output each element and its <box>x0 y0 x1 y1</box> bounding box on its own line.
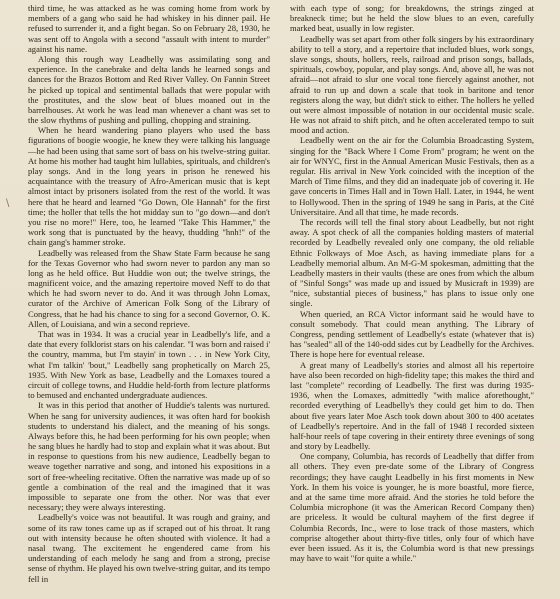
paragraph: A great many of Leadbelly's stories and almost all his repertoire have also been recorded on high-fidelity tape; this makes the third and last "complete" recording of Leadbelly. The first was during 1935-1936, when the Lomaxes, admittedly "with malice aforethought," recorded everything of Leadbelly's they could get him to do. Then about five years later Moe Asch took down about 300 to 400 acetates of Leadbelly's repertoire. And in the fall of 1948 I recorded sixteen half-hour reels of tape covering in their entirety three evenings of song and story by Leadbelly. <box>290 359 534 452</box>
paragraph: Leadbelly went on the air for the Columbia Broadcasting System, singing for the "Back Where I Come From" program; he went on the air for WNYC, first in the Annual American Music Festivals, then as a regular. His arrival in New York coincided with the inception of the March of Time films, and they did an inadequate job of covering it. He gave concerts in Times Hall and in Town Hall. Later, in 1944, he went to Hollywood. Then in the spring of 1949 he sang in Paris, at the Cité Universitaire. And all that time, he made records. <box>290 135 534 217</box>
paragraph: with each type of song; for breakdowns, the strings zinged at breakneck time; but he held the slow blues to an even, carefully marked beat, usually in low register. <box>290 3 534 34</box>
paragraph: Along this rough way Leadbelly was assimilating song and experience. In the canebrake and delta lands he learned songs and dances for the Brazos Bottom and Red River Valley. On Fannin Street he picked up topical and sentimental ballads that were popular with the prostitutes, and the slow beat of blues moaned out in the barrelhouses. At work he was lead man whenever a chant was set to the slow rhythms of pushing and pulling, chopping and straining. <box>28 53 270 126</box>
paragraph: The records will tell the final story about Leadbelly, but not right away. A spot check of all the companies holding masters of material recorded by Leadbelly revealed only one company, the old reliable Ethnic Folkways of Moe Asch, as having immediate plans for a Leadbelly memorial album. An M-G-M spokesman, admitting that the Leadbelly masters in their vaults (these are ones from which the album of "Sinful Songs" was made up and issued by Musicraft in 1939) are "nice, substantial pieces of business," has plans to issue only one single. <box>290 216 534 309</box>
right-column <box>290 3 534 563</box>
paragraph: Leadbelly was set apart from other folk singers by his extraordinary ability to tell a story, and a repertoire that included blues, work songs, slave songs, shouts, hollers, reels, railroad and prison songs, ballads, spirituals, cowboy, popular, and play songs. And, above all, he was not afraid—not afraid to slur one vocal tone fiercely against another, not afraid to run up and down a scale that took in baritone and tenor registers along the way, but didn't stick to either. The hollers he yelled out were almost impossible of notation in our occidental music scale. He was not afraid to shift pitch, and he often accelerated tempo to suit mood and action. <box>290 33 534 136</box>
paragraph: When queried, an RCA Victor informant said he would have to consult somebody. That could mean anything. The Library of Congress, pending settlement of Leadbelly's estate (whatever that is) has "sealed" all of the 140-odd sides cut by Leadbelly for the Archives. There is hope here for eventual release. <box>290 308 534 360</box>
margin-mark: \ <box>6 198 10 209</box>
left-column <box>28 3 270 584</box>
paragraph: Leadbelly was released from the Shaw State Farm because he sang for the Texas Governor who had sworn never to pardon any man so long as he held office. But Huddie won out; the twelve strings, the magnificent voice, and the amazing repertoire moved Neff to do that which he had sworn never to do. And it was through John Lomax, curator of the Archive of American Folk Song of the Library of Congress, that he had his chance to sing for a second Governor, O. K. Allen, of Louisiana, and win a second reprieve. <box>28 247 270 329</box>
paragraph: It was in this period that another of Huddie's talents was nurtured. When he sang for university audiences, it was often hard for bookish students to understand his dialect, and the meaning of his songs. Always before this, he had been performing for his own people; when he sang blues he hardly had to stop and explain what it was about. But in response to questions from his new audience, Leadbelly began to weave together narrative and song, and intoned his expositions in a sort of free-wheeling recitative. Often the narrative was made up of so gentle a combination of the real and the imagined that it was impossible to separate one from the other. Nor was that ever necessary; they were always interesting. <box>28 400 270 513</box>
paragraph: One company, Columbia, has records of Leadbelly that differ from all others. They even pre-date some of the Library of Congress recordings; they have caught Leadbelly in his first moments in New York. In them his voice is younger, he is more boastful, more fierce, and at the same time more afraid. And the stories he told before the Columbia microphone (it was the American Record Company then) are priceless. It would be cultural mayhem of the first degree if Columbia Records, Inc., were to lose track of those masters, which comprise altogether about thirty-five titles, only four of which have ever been issued. As it is, the Columbia word is that new pressings may have to wait "for quite a while." <box>290 451 534 564</box>
paragraph: third time, he was attacked as he was coming home from work by members of a gang who said he had whiskey in his dinner pail. He refused to surrender it, and a fight began. So on February 28, 1930, he was sent off to Angola with a second "assault with intent to murder" against his name. <box>28 3 270 54</box>
paragraph: When he heard wandering piano players who used the bass figurations of boogie woogie, he knew they were talking his language—he had been using that same sort of bass on his twelve-string guitar. At home his mother had taught him lullabies, spirituals, and children's play songs. And in the long years in prison he renewed his acquaintance with the treasury of Afro-American music that is kept almost intact by prisoners isolated from the rest of the world. It was here that he heard and learned "Go Down, Ole Hannah" for the first time; the holler that tells the hot midday sun to "go down—and don't you rise no more!" Here, too, he learned "Take This Hammer," the work song that is punctuated by the heavy, thudding "hnh!" of the chain gang's hammer stroke. <box>28 125 270 248</box>
paragraph: That was in 1934. It was a crucial year in Leadbelly's life, and a date that every folklorist stars on his calendar. "I was born and raised i' the country, mamma, but I'm stayin' in town . . . in New York City, what I'm talkin' 'bout," Leadbelly sang prophetically on March 25, 1935. With New York as base, Leadbelly and the Lomaxes toured a circuit of college towns, and Huddie held-forth from lecture platforms to bemused and enchanted undergraduate audiences. <box>28 329 270 401</box>
paragraph: Leadbelly's voice was not beautiful. It was rough and grainy, and some of its raw tones came up as if scraped out of his throat. It rang out with intensity because he often shouted with violence. It had a nasal twang. The excitement he engendered came from his understanding of each melody he sang and from a strong, precise sense of rhythm. He played his own twelve-string guitar, and its tempo fell in <box>28 512 271 584</box>
